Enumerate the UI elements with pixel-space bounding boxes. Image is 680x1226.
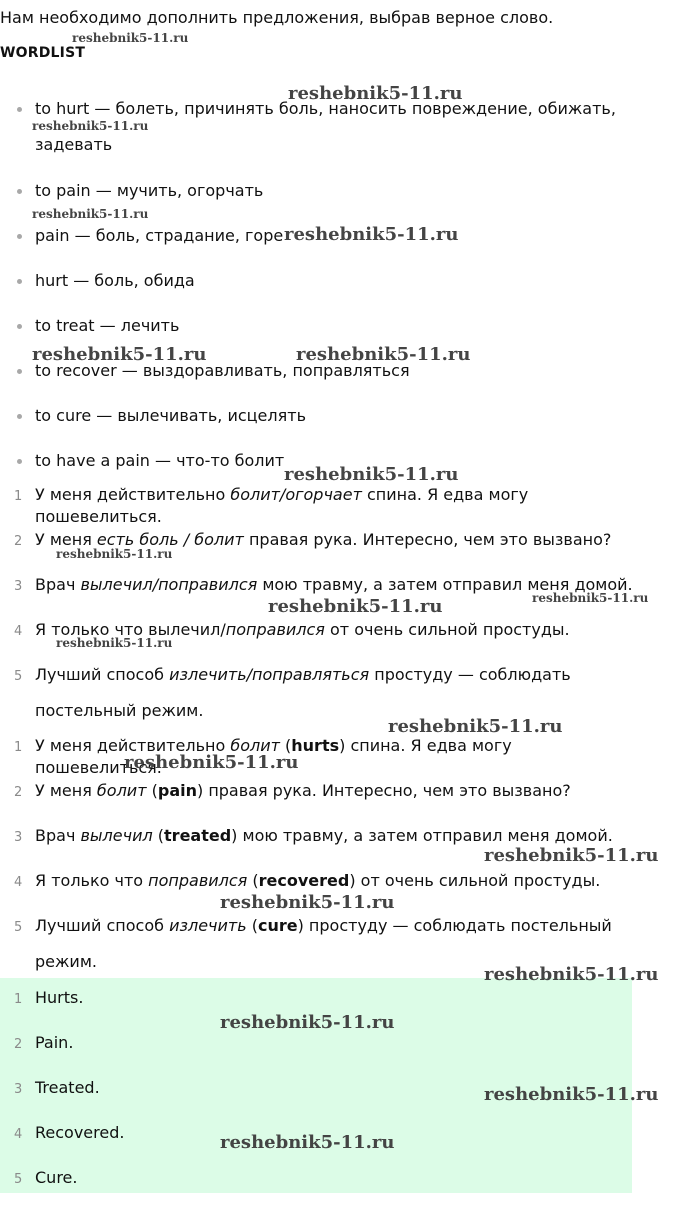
item-number: 4	[14, 1127, 23, 1142]
wordlist-text: pain — боль, страдание, горе	[35, 226, 284, 245]
watermark: reshebnik5-11.ru	[220, 1132, 395, 1153]
watermark: reshebnik5-11.ru	[32, 119, 149, 133]
bullet-icon	[17, 234, 22, 239]
watermark: reshebnik5-11.ru	[284, 464, 459, 485]
item-number: 3	[14, 830, 23, 845]
bullet-icon	[17, 324, 22, 329]
item-number: 4	[14, 875, 23, 890]
answer-text: Pain.	[35, 1033, 74, 1052]
text-part: ) от очень сильной простуды.	[349, 871, 601, 890]
answer-en: recovered	[258, 871, 350, 890]
wordlist-text: to cure — вылечивать, исцелять	[35, 406, 306, 425]
wordlist-text: hurt — боль, обида	[35, 271, 195, 290]
item-number: 3	[14, 579, 23, 594]
watermark: reshebnik5-11.ru	[56, 547, 173, 561]
wordlist-heading: WORDLIST	[0, 45, 86, 61]
text-part: спина. Я едва могу пошевелиться.	[35, 485, 529, 526]
answer-ru: излечить	[169, 916, 247, 935]
watermark: reshebnik5-11.ru	[388, 716, 563, 737]
item-number: 4	[14, 624, 23, 639]
wordlist-text: to treat — лечить	[35, 316, 180, 335]
text-part-cont: режим.	[35, 952, 97, 971]
wordlist-text: to hurt — болеть, причинять боль, наносить повреждение, обижать,	[35, 99, 616, 118]
text-part: правая рука. Интересно, чем это вызвано?	[243, 530, 612, 549]
text-part: ) простуду — соблюдать постельный	[297, 916, 612, 935]
watermark: reshebnik5-11.ru	[32, 344, 207, 365]
option-text: болит/огорчает	[230, 485, 362, 504]
wordlist-text: to recover — выздоравливать, поправляться	[35, 361, 410, 380]
bullet-icon	[17, 459, 22, 464]
text-part: мою травму, а затем отправил меня домой.	[257, 575, 633, 594]
answer-en: pain	[157, 781, 197, 800]
bullet-icon	[17, 189, 22, 194]
option-text: поправился	[225, 620, 325, 639]
text-part: У меня действительно	[35, 485, 231, 504]
watermark: reshebnik5-11.ru	[268, 596, 443, 617]
answer-text: Recovered.	[35, 1123, 125, 1142]
item-number: 5	[14, 669, 23, 684]
item-number: 3	[14, 1082, 23, 1097]
text-part: простуду — соблюдать	[369, 665, 571, 684]
watermark: reshebnik5-11.ru	[484, 1084, 659, 1105]
item-number: 2	[14, 534, 23, 549]
answer-en: treated	[164, 826, 232, 845]
text-part: Лучший способ	[35, 916, 170, 935]
text-part: ) правая рука. Интересно, чем это вызвано?	[196, 781, 571, 800]
item-number: 5	[14, 1172, 23, 1187]
watermark: reshebnik5-11.ru	[284, 224, 459, 245]
watermark: reshebnik5-11.ru	[32, 207, 149, 221]
text-part: (	[279, 736, 292, 755]
option-text: излечить/поправляться	[169, 665, 370, 684]
text-part: Врач	[35, 826, 81, 845]
item-number: 2	[14, 1037, 23, 1052]
answer-text: Treated.	[35, 1078, 100, 1097]
text-part: У меня действительно	[35, 736, 231, 755]
bullet-icon	[17, 279, 22, 284]
answer-ru: болит	[230, 736, 280, 755]
text-part: Врач	[35, 575, 81, 594]
text-part: от очень сильной простуды.	[324, 620, 570, 639]
bullet-icon	[17, 107, 22, 112]
text-part: ) мою травму, а затем отправил меня домой.	[231, 826, 613, 845]
answer-en: cure	[257, 916, 298, 935]
option-text: вылечил/поправился	[80, 575, 258, 594]
item-number: 5	[14, 920, 23, 935]
watermark: reshebnik5-11.ru	[124, 752, 299, 773]
watermark: reshebnik5-11.ru	[288, 83, 463, 104]
answer-ru: болит	[96, 781, 147, 800]
wordlist-text: to have a pain — что-то болит	[35, 451, 285, 470]
watermark: reshebnik5-11.ru	[220, 892, 395, 913]
option-text: есть боль / болит	[96, 530, 244, 549]
item-number: 1	[14, 992, 23, 1007]
wordlist-text: to pain — мучить, огорчать	[35, 181, 264, 200]
text-part-cont: постельный режим.	[35, 701, 204, 720]
answer-text: Cure.	[35, 1168, 78, 1187]
watermark: reshebnik5-11.ru	[296, 344, 471, 365]
answer-text: Hurts.	[35, 988, 84, 1007]
answer-ru: вылечил	[80, 826, 153, 845]
wordlist-text-cont: задевать	[35, 135, 113, 154]
item-number: 1	[14, 489, 23, 504]
text-part: Я только что	[35, 871, 149, 890]
bullet-icon	[17, 414, 22, 419]
watermark: reshebnik5-11.ru	[72, 31, 189, 45]
text-part: (	[152, 826, 165, 845]
watermark: reshebnik5-11.ru	[484, 964, 659, 985]
text-part: Я только что вылечил/	[35, 620, 226, 639]
watermark: reshebnik5-11.ru	[484, 845, 659, 866]
text-part: (	[146, 781, 158, 800]
text-part: У меня	[35, 781, 97, 800]
watermark: reshebnik5-11.ru	[532, 591, 649, 605]
text-part: (	[247, 871, 259, 890]
answer-ru: поправился	[148, 871, 248, 890]
watermark: reshebnik5-11.ru	[56, 636, 173, 650]
text-part: ) спина. Я едва могу пошевелиться.	[35, 736, 512, 777]
text-part: Лучший способ	[35, 665, 170, 684]
item-number: 1	[14, 740, 23, 755]
answer-en: hurts	[291, 736, 340, 755]
text-part: (	[246, 916, 258, 935]
text-part: У меня	[35, 530, 97, 549]
watermark: reshebnik5-11.ru	[220, 1012, 395, 1033]
item-number: 2	[14, 785, 23, 800]
bullet-icon	[17, 369, 22, 374]
intro-text: Нам необходимо дополнить предложения, выбрав верное слово.	[0, 8, 554, 27]
